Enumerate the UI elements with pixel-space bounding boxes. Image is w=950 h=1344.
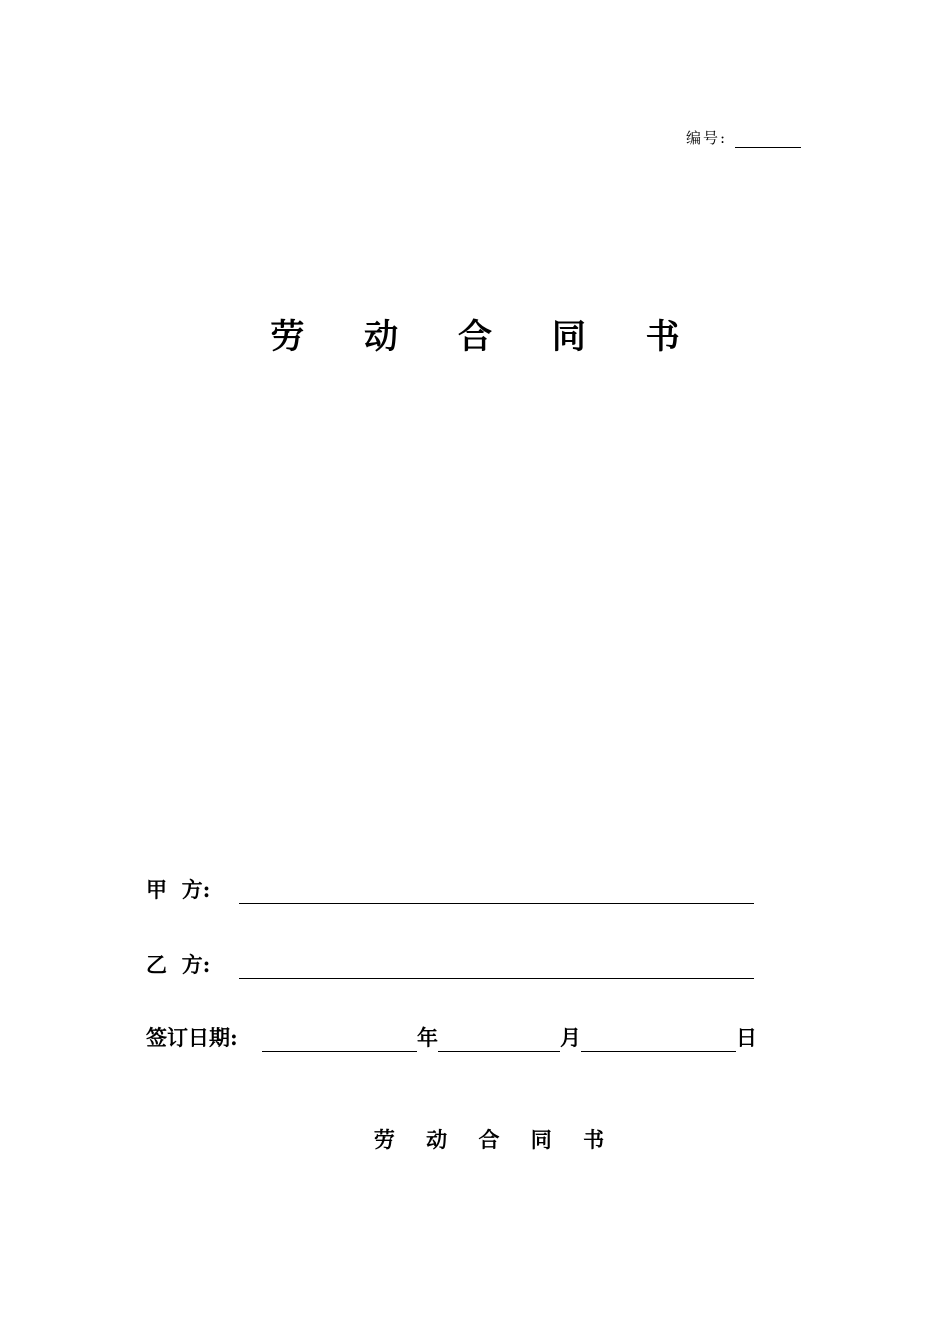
document-title: 劳 动 合 同 书 xyxy=(270,317,704,357)
year-unit: 年 xyxy=(417,1025,438,1050)
day-unit: 日 xyxy=(736,1025,757,1050)
signing-date-row xyxy=(146,1022,757,1052)
party-a-blank[interactable] xyxy=(239,879,754,904)
serial-number-blank[interactable] xyxy=(735,129,801,148)
year-blank[interactable] xyxy=(262,1027,417,1052)
day-blank[interactable] xyxy=(581,1027,736,1052)
serial-number xyxy=(686,126,801,148)
party-b-blank[interactable] xyxy=(239,954,754,979)
month-unit: 月 xyxy=(560,1025,581,1050)
month-blank[interactable] xyxy=(438,1027,560,1052)
signing-date-label: 签订日期: xyxy=(146,1025,238,1050)
party-b-label: 乙 方: xyxy=(146,952,211,977)
party-b-row xyxy=(146,949,754,979)
party-a-row xyxy=(146,874,754,904)
footer-title: 劳 动 合 同 书 xyxy=(373,1127,617,1152)
serial-number-label: 编号: xyxy=(686,129,728,147)
party-a-label: 甲 方: xyxy=(146,877,211,902)
